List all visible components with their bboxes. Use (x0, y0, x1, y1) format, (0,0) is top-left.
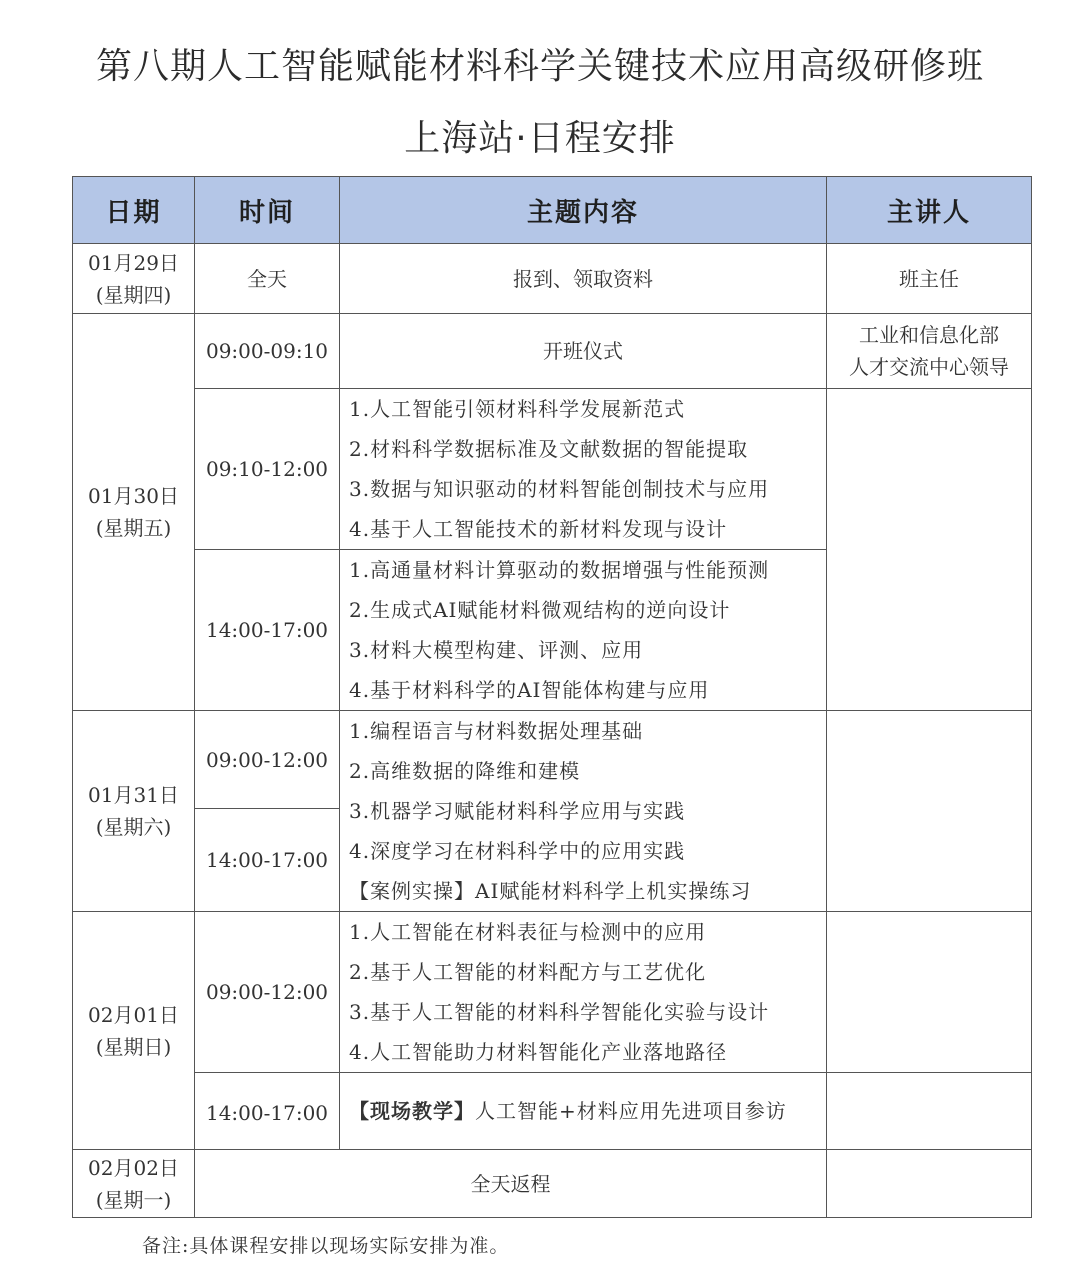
topic-item: 1.人工智能在材料表征与检测中的应用 (349, 920, 707, 944)
time-cell: 全天 (195, 244, 340, 314)
topic-item: 2.基于人工智能的材料配方与工艺优化 (349, 960, 707, 984)
speaker-cell: 班主任 (827, 244, 1032, 314)
time-cell: 14:00-17:00 (195, 1073, 340, 1150)
topic-item: 1.人工智能引领材料科学发展新范式 (349, 397, 686, 421)
table-header-row (73, 177, 1032, 244)
time-cell: 09:00-12:00 (195, 711, 340, 809)
speaker-cell (827, 314, 1032, 389)
topic-item: 4.深度学习在材料科学中的应用实践 (349, 839, 686, 863)
date-cell (73, 912, 195, 1150)
header-time: 时间 (195, 177, 340, 244)
topic-cell: 全天返程 (195, 1150, 827, 1218)
date-text: 01月29日 (88, 250, 179, 275)
speaker-cell (827, 912, 1032, 1073)
topic-cell (340, 711, 827, 912)
time-cell: 09:10-12:00 (195, 389, 340, 550)
topic-cell (340, 1073, 827, 1150)
speaker-cell (827, 711, 1032, 912)
topic-cell: 报到、领取资料 (340, 244, 827, 314)
topic-item: 3.基于人工智能的材料科学智能化实验与设计 (349, 1000, 770, 1024)
weekday-text: (星期一) (95, 1187, 172, 1212)
topic-item: 2.材料科学数据标准及文献数据的智能提取 (349, 437, 749, 461)
header-date: 日期 (73, 177, 195, 244)
site-visit-tag: 【现场教学】 (349, 1099, 475, 1123)
table-row (73, 1150, 1032, 1218)
weekday-text: (星期日) (95, 1034, 172, 1059)
topic-item: 3.数据与知识驱动的材料智能创制技术与应用 (349, 477, 770, 501)
topic-cell (340, 912, 827, 1073)
topic-cell (340, 389, 827, 550)
topic-item: 4.人工智能助力材料智能化产业落地路径 (349, 1040, 728, 1064)
speaker-line: 人才交流中心领导 (849, 355, 1009, 379)
speaker-cell (827, 389, 1032, 711)
table-row (73, 389, 1032, 550)
site-visit-text: 人工智能+材料应用先进项目参访 (475, 1099, 787, 1123)
topic-item: 【案例实操】AI赋能材料科学上机实操练习 (349, 879, 752, 903)
weekday-text: (星期四) (95, 282, 172, 307)
topic-cell: 开班仪式 (340, 314, 827, 389)
page-subtitle: 上海站·日程安排 (404, 118, 676, 159)
date-text: 02月02日 (88, 1155, 179, 1180)
schedule-table (72, 176, 1032, 1218)
topic-item: 2.生成式AI赋能材料微观结构的逆向设计 (349, 598, 731, 622)
date-cell (73, 711, 195, 912)
date-cell (73, 1150, 195, 1218)
time-cell: 09:00-12:00 (195, 912, 340, 1073)
topic-item: 4.基于材料科学的AI智能体构建与应用 (349, 678, 710, 702)
speaker-cell (827, 1150, 1032, 1218)
date-text: 02月01日 (88, 1002, 179, 1027)
topic-item: 1.高通量材料计算驱动的数据增强与性能预测 (349, 558, 770, 582)
header-speaker: 主讲人 (827, 177, 1032, 244)
date-text: 01月31日 (88, 783, 179, 807)
time-cell: 09:00-09:10 (195, 314, 340, 389)
table-row (73, 912, 1032, 1073)
topic-item: 3.材料大模型构建、评测、应用 (349, 638, 644, 662)
table-row (73, 1073, 1032, 1150)
weekday-text: (星期六) (95, 815, 172, 839)
date-cell (73, 244, 195, 314)
table-row (73, 244, 1032, 314)
topic-item: 2.高维数据的降维和建模 (349, 759, 581, 783)
table-row (73, 711, 1032, 809)
time-cell: 14:00-17:00 (195, 550, 340, 711)
topic-item: 1.编程语言与材料数据处理基础 (349, 719, 644, 743)
topic-item: 4.基于人工智能技术的新材料发现与设计 (349, 517, 728, 541)
topic-cell (340, 550, 827, 711)
page-title: 第八期人工智能赋能材料科学关键技术应用高级研修班 (95, 46, 984, 87)
topic-item: 3.机器学习赋能材料科学应用与实践 (349, 799, 686, 823)
footnote: 备注:具体课程安排以现场实际安排为准。 (142, 1235, 510, 1257)
header-topic: 主题内容 (340, 177, 827, 244)
table-row (73, 314, 1032, 389)
date-cell (73, 314, 195, 711)
date-text: 01月30日 (88, 484, 179, 508)
time-cell: 14:00-17:00 (195, 809, 340, 912)
weekday-text: (星期五) (95, 516, 172, 540)
topic-item (349, 1091, 826, 1131)
speaker-line: 工业和信息化部 (859, 323, 999, 347)
speaker-cell (827, 1073, 1032, 1150)
